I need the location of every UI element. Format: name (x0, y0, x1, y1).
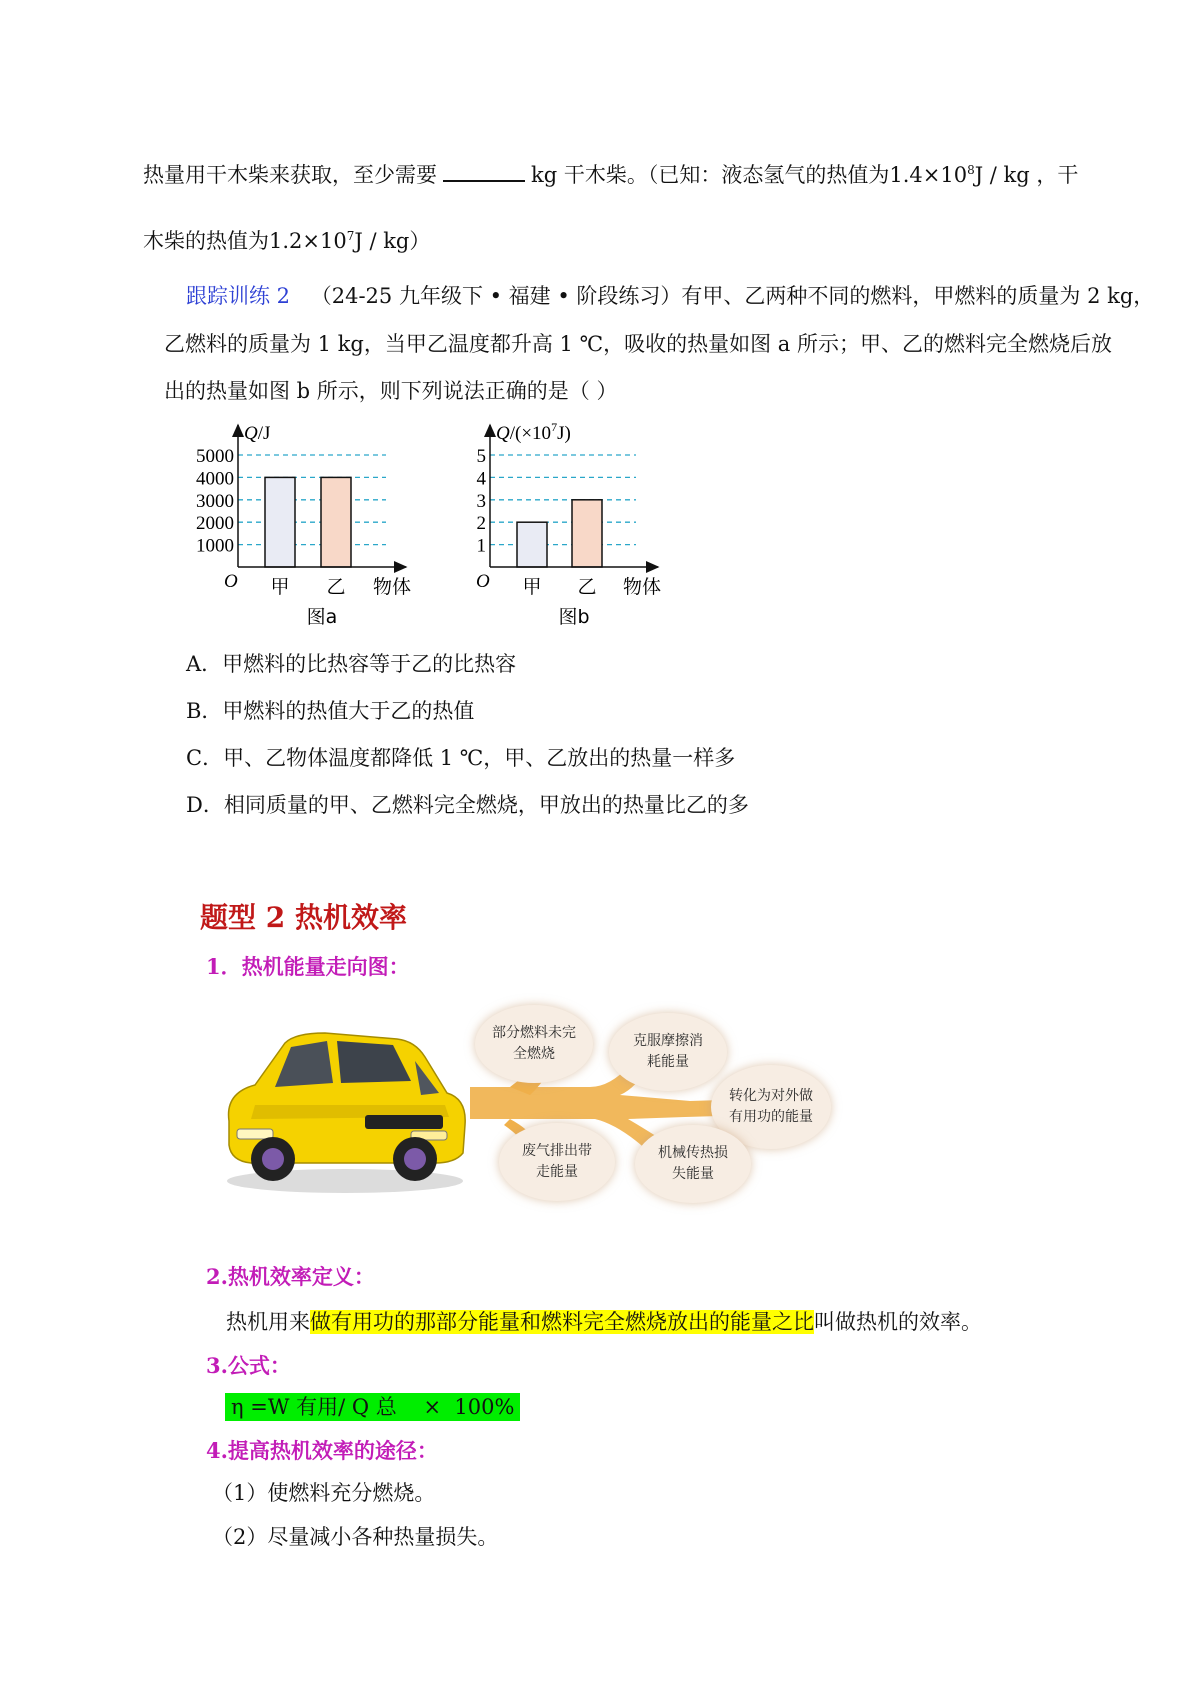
chart-b-origin: O (476, 571, 490, 592)
formula (225, 1392, 520, 1422)
option-b[interactable]: B．甲燃料的热值大于乙的热值 (186, 699, 475, 723)
chart-b-grid (490, 455, 636, 545)
chart-a-caption: 图a (306, 606, 338, 628)
chart-a-origin: O (224, 571, 238, 592)
formula-highlight: η =W 有用/ Q 总 × 100% (225, 1393, 520, 1421)
definition-highlight: 做有用功的那部分能量和燃料完全燃烧放出的能量之比 (310, 1310, 814, 1334)
chart-b-ytick: 2 (476, 513, 486, 535)
chart-a-bars (265, 477, 351, 567)
chart-b-ytick: 3 (476, 490, 486, 512)
heading-1: 1．热机能量走向图： (206, 954, 410, 979)
definition: 热机用来做有用功的那部分能量和燃料完全燃烧放出的能量之比叫做热机的效率。 (226, 1310, 982, 1334)
chart-a-bar-0 (265, 477, 295, 567)
section-title: 题型 2 热机效率 (200, 901, 407, 934)
question-tag: 跟踪训练 2 (186, 284, 291, 308)
chart-a-bar-1 (321, 477, 351, 567)
energy-flow-diagram (215, 1005, 835, 1205)
chart-b-xlabel: 物体 (622, 576, 662, 598)
heading-4: 4.提高热机效率的途径： (206, 1438, 438, 1463)
question-line-3: 出的热量如图 b 所示，则下列说法正确的是（ ） (164, 379, 618, 403)
chart-a-xcat-0: 甲 (270, 576, 290, 598)
car-image (215, 1013, 470, 1198)
intro-line-1: 热量用干木柴来获取，至少需要 kg 干木柴。（已知：液态氢气的热值为$1.4\times 10^8J$ / kg ，干 (143, 160, 1078, 190)
heading-2: 2.热机效率定义： (206, 1264, 375, 1289)
bubble-useful-work: 转化为对外做有用功的能量 (711, 1065, 831, 1149)
chart-b-ytick: 4 (476, 468, 486, 490)
chart-a-ytick: 4000 (196, 468, 234, 490)
heading-3: 3.公式： (206, 1353, 291, 1378)
chart-b-bars (517, 500, 602, 567)
chart-a-grid (238, 455, 386, 545)
option-a[interactable]: A．甲燃料的比热容等于乙的比热容 (186, 652, 517, 676)
chart-b (440, 415, 700, 640)
chart-a-ytick: 5000 (196, 446, 234, 467)
option-c[interactable]: C．甲、乙物体温度都降低 1 ℃，甲、乙放出的热量一样多 (186, 746, 736, 770)
chart-a-ytick: 3000 (196, 490, 234, 512)
chart-b-caption: 图b (558, 606, 590, 628)
way-2: （2）尽量减小各种热量损失。 (212, 1525, 499, 1549)
bubble-exhaust: 废气排出带走能量 (499, 1123, 615, 1201)
option-d[interactable]: D．相同质量的甲、乙燃料完全燃烧，甲放出的热量比乙的多 (186, 793, 749, 817)
chart-a-xcat-1: 乙 (326, 576, 346, 598)
chart-b-ytick: 5 (476, 446, 486, 467)
chart-b-xcat-1: 乙 (577, 576, 597, 598)
chart-b-ytick: 1 (476, 535, 486, 557)
way-1: （1）使燃料充分燃烧。 (212, 1481, 436, 1505)
chart-b-bar-1 (572, 500, 602, 567)
chart-b-yticks (477, 446, 487, 557)
answer-blank[interactable] (443, 160, 525, 182)
chart-a-xlabel: 物体 (372, 576, 412, 598)
chart-b-bar-0 (517, 522, 547, 567)
chart-a-ytick: 1000 (196, 535, 234, 557)
chart-a-yticks (196, 446, 234, 557)
chart-b-xcat-0: 甲 (522, 576, 542, 598)
bubble-unburned-fuel: 部分燃料未完全燃烧 (475, 1005, 593, 1083)
chart-a-ylabel: Q/J (244, 423, 271, 444)
chart-b-ylabel: $Q/(\times 10^7J)$ (496, 420, 571, 444)
question-line-2: 乙燃料的质量为 1 kg，当甲乙温度都升高 1 ℃，吸收的热量如图 a 所示；甲、乙的燃料完全燃烧后放 (164, 332, 1112, 356)
chart-a-ytick: 2000 (196, 513, 234, 535)
question-line-1: 跟踪训练 2 （24-25 九年级下 • 福建 • 阶段练习）有甲、乙两种不同的燃料，甲燃料的质量为 2 kg， (186, 284, 1155, 308)
bubble-friction: 克服摩擦消耗能量 (609, 1013, 727, 1091)
bubble-heat-loss: 机械传热损失能量 (635, 1125, 751, 1203)
chart-a (170, 415, 430, 640)
intro-line-2: 木柴的热值为$1.2\times 10^7J / kg$） (143, 229, 431, 253)
